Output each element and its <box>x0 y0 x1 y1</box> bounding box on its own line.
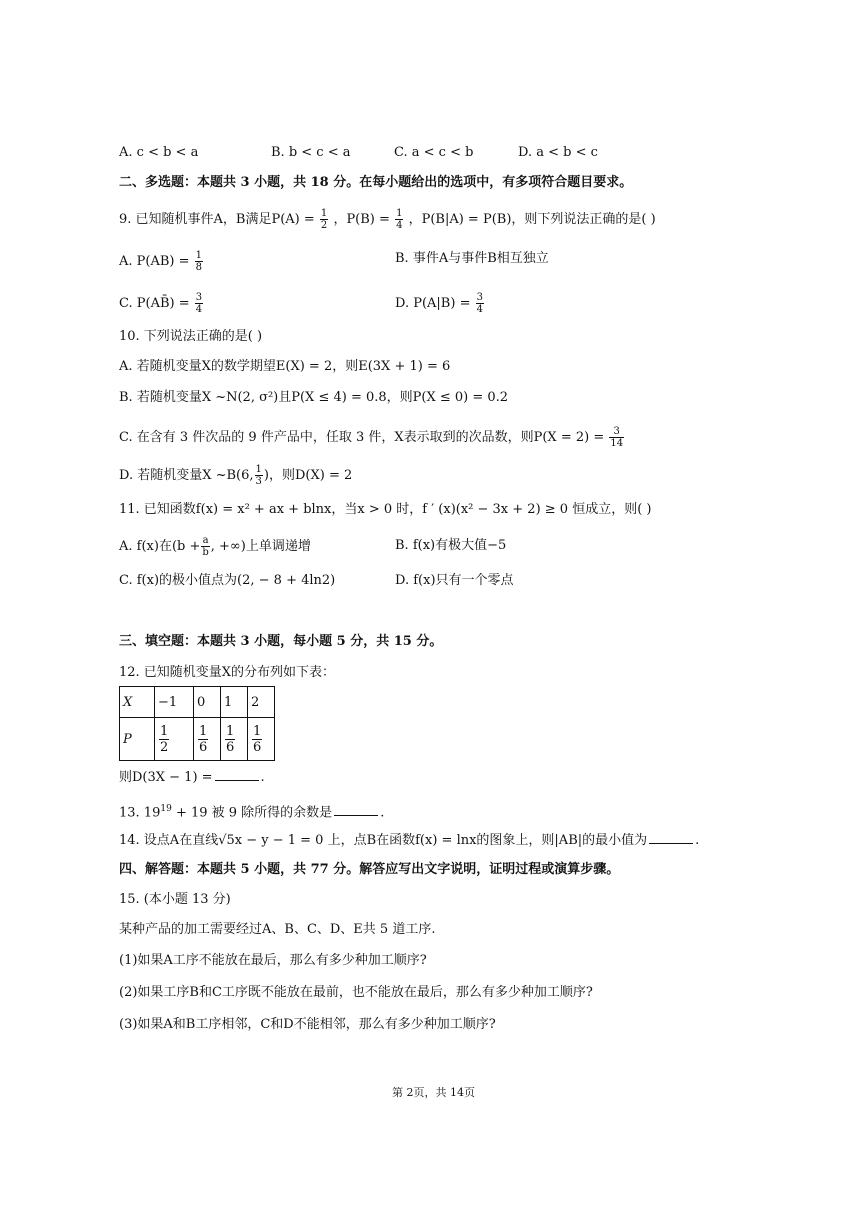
q12-answer-line: 则D(3X − 1) = . <box>119 770 265 785</box>
q11-option-c: C. f(x)的极小值点为(2, − 8 + 4ln2) <box>119 573 336 588</box>
fraction-third: $\frac{1}{3}$ <box>255 464 262 487</box>
table-cell: 1 <box>221 687 248 718</box>
q11-option-a: A. f(x)在(b + $\frac{a}{b}$ , +∞)上单调递增 <box>119 535 311 558</box>
fraction-quarter: $\frac{1}{4}$ <box>396 208 403 231</box>
table-header-p: P <box>120 718 155 761</box>
q8-option-d: D. a < b < c <box>518 145 598 160</box>
q8-option-a: A. c < b < a <box>119 145 199 160</box>
q10-option-c: C. 在含有 3 件次品的 9 件产品中，任取 3 件，X表示取到的次品数，则P(X = 2) = $\frac{3}{14}$ <box>119 426 624 449</box>
table-cell: $\frac{1}{2}$ <box>155 718 194 761</box>
q11-option-b: B. f(x)有极大值−5 <box>395 538 507 553</box>
distribution-table <box>119 686 275 761</box>
answer-blank[interactable] <box>215 768 259 781</box>
q15-part-3: (3)如果A和B工序相邻，C和D不能相邻，那么有多少种加工顺序? <box>119 1017 496 1032</box>
table-row <box>120 718 275 761</box>
q15-part-2: (2)如果工序B和C工序既不能放在最前，也不能放在最后，那么有多少种加工顺序? <box>119 985 593 1000</box>
fraction-a-over-b: $\frac{a}{b}$ <box>202 535 209 558</box>
fraction-three-fourteenths: $\frac{3}{14}$ <box>610 426 624 449</box>
section-4-heading: 四、解答题：本题共 5 小题，共 77 分。解答应写出文字说明，证明过程或演算步骤。 <box>119 862 620 877</box>
q9-stem-part-c: ，P(B|A) = P(B)，则下列说法正确的是( ) <box>408 212 656 227</box>
q14-line: 14. 设点A在直线√5x − y − 1 = 0 上，点B在函数f(x) = lnx的图象上，则|AB|的最小值为 . <box>119 833 700 848</box>
q15-part-1: (1)如果A工序不能放在最后，那么有多少种加工顺序? <box>119 953 427 968</box>
table-row <box>120 687 275 718</box>
q12-stem: 12. 已知随机变量X的分布列如下表： <box>119 665 336 680</box>
fraction-three-quarters: $\frac{3}{4}$ <box>195 292 203 315</box>
q10-option-a: A. 若随机变量X的数学期望E(X) = 2，则E(3X + 1) = 6 <box>119 359 451 374</box>
q8-option-c: C. a < c < b <box>394 145 474 160</box>
table-cell: −1 <box>155 687 194 718</box>
table-header-x: X <box>120 687 155 718</box>
q11-stem: 11. 已知函数f(x) = x² + ax + blnx，当x > 0 时，f ′ (x)(x² − 3x + 2) ≥ 0 恒成立，则( ) <box>119 502 652 517</box>
fraction-three-quarters-d: $\frac{3}{4}$ <box>476 292 483 315</box>
page-footer: 第 2页，共 14页 <box>392 1086 475 1099</box>
q10-option-b: B. 若随机变量X ~N(2, σ²)且P(X ≤ 4) = 0.8，则P(X ≤ 0) = 0.2 <box>119 390 509 405</box>
table-cell: $\frac{1}{6}$ <box>221 718 248 761</box>
table-cell: $\frac{1}{6}$ <box>194 718 221 761</box>
q9-stem-part-a: 9. 已知随机事件A，B满足P(A) = <box>119 212 315 227</box>
fraction-half: $\frac{1}{2}$ <box>320 208 328 231</box>
table-cell: 0 <box>194 687 221 718</box>
section-2-heading: 二、多选题：本题共 3 小题，共 18 分。在每小题给出的选项中，有多项符合题目要求。 <box>119 175 633 190</box>
q8-option-b: B. b < c < a <box>271 145 351 160</box>
q15-intro: 某种产品的加工需要经过A、B、C、D、E共 5 道工序. <box>119 922 436 937</box>
q9-option-b: B. 事件A与事件B相互独立 <box>395 251 549 266</box>
q9-option-d: D. P(A|B) = $\frac{3}{4}$ <box>395 292 483 315</box>
q10-option-d: D. 若随机变量X ~B(6, $\frac{1}{3}$ )，则D(X) = 2 <box>119 464 353 487</box>
q9-option-c: C. P(AB̄) = $\frac{3}{4}$ <box>119 292 203 315</box>
q9-option-a: A. P(AB) = $\frac{1}{8}$ <box>119 250 203 273</box>
answer-blank[interactable] <box>334 803 378 816</box>
table-cell: 2 <box>248 687 275 718</box>
section-3-heading: 三、填空题：本题共 3 小题，每小题 5 分，共 15 分。 <box>119 634 443 649</box>
fraction-eighth: $\frac{1}{8}$ <box>195 250 203 273</box>
q10-stem: 10. 下列说法正确的是( ) <box>119 329 263 344</box>
q9-stem-part-b: ，P(B) = <box>333 212 390 227</box>
q15-title: 15. (本小题 13 分) <box>119 892 231 907</box>
q9-stem <box>119 208 656 231</box>
table-cell: $\frac{1}{6}$ <box>248 718 275 761</box>
answer-blank[interactable] <box>649 831 693 844</box>
q11-option-d: D. f(x)只有一个零点 <box>395 573 514 588</box>
q13-line: 13. $19^{19} + 19$ 被 9 除所得的余数是 . <box>119 804 385 821</box>
